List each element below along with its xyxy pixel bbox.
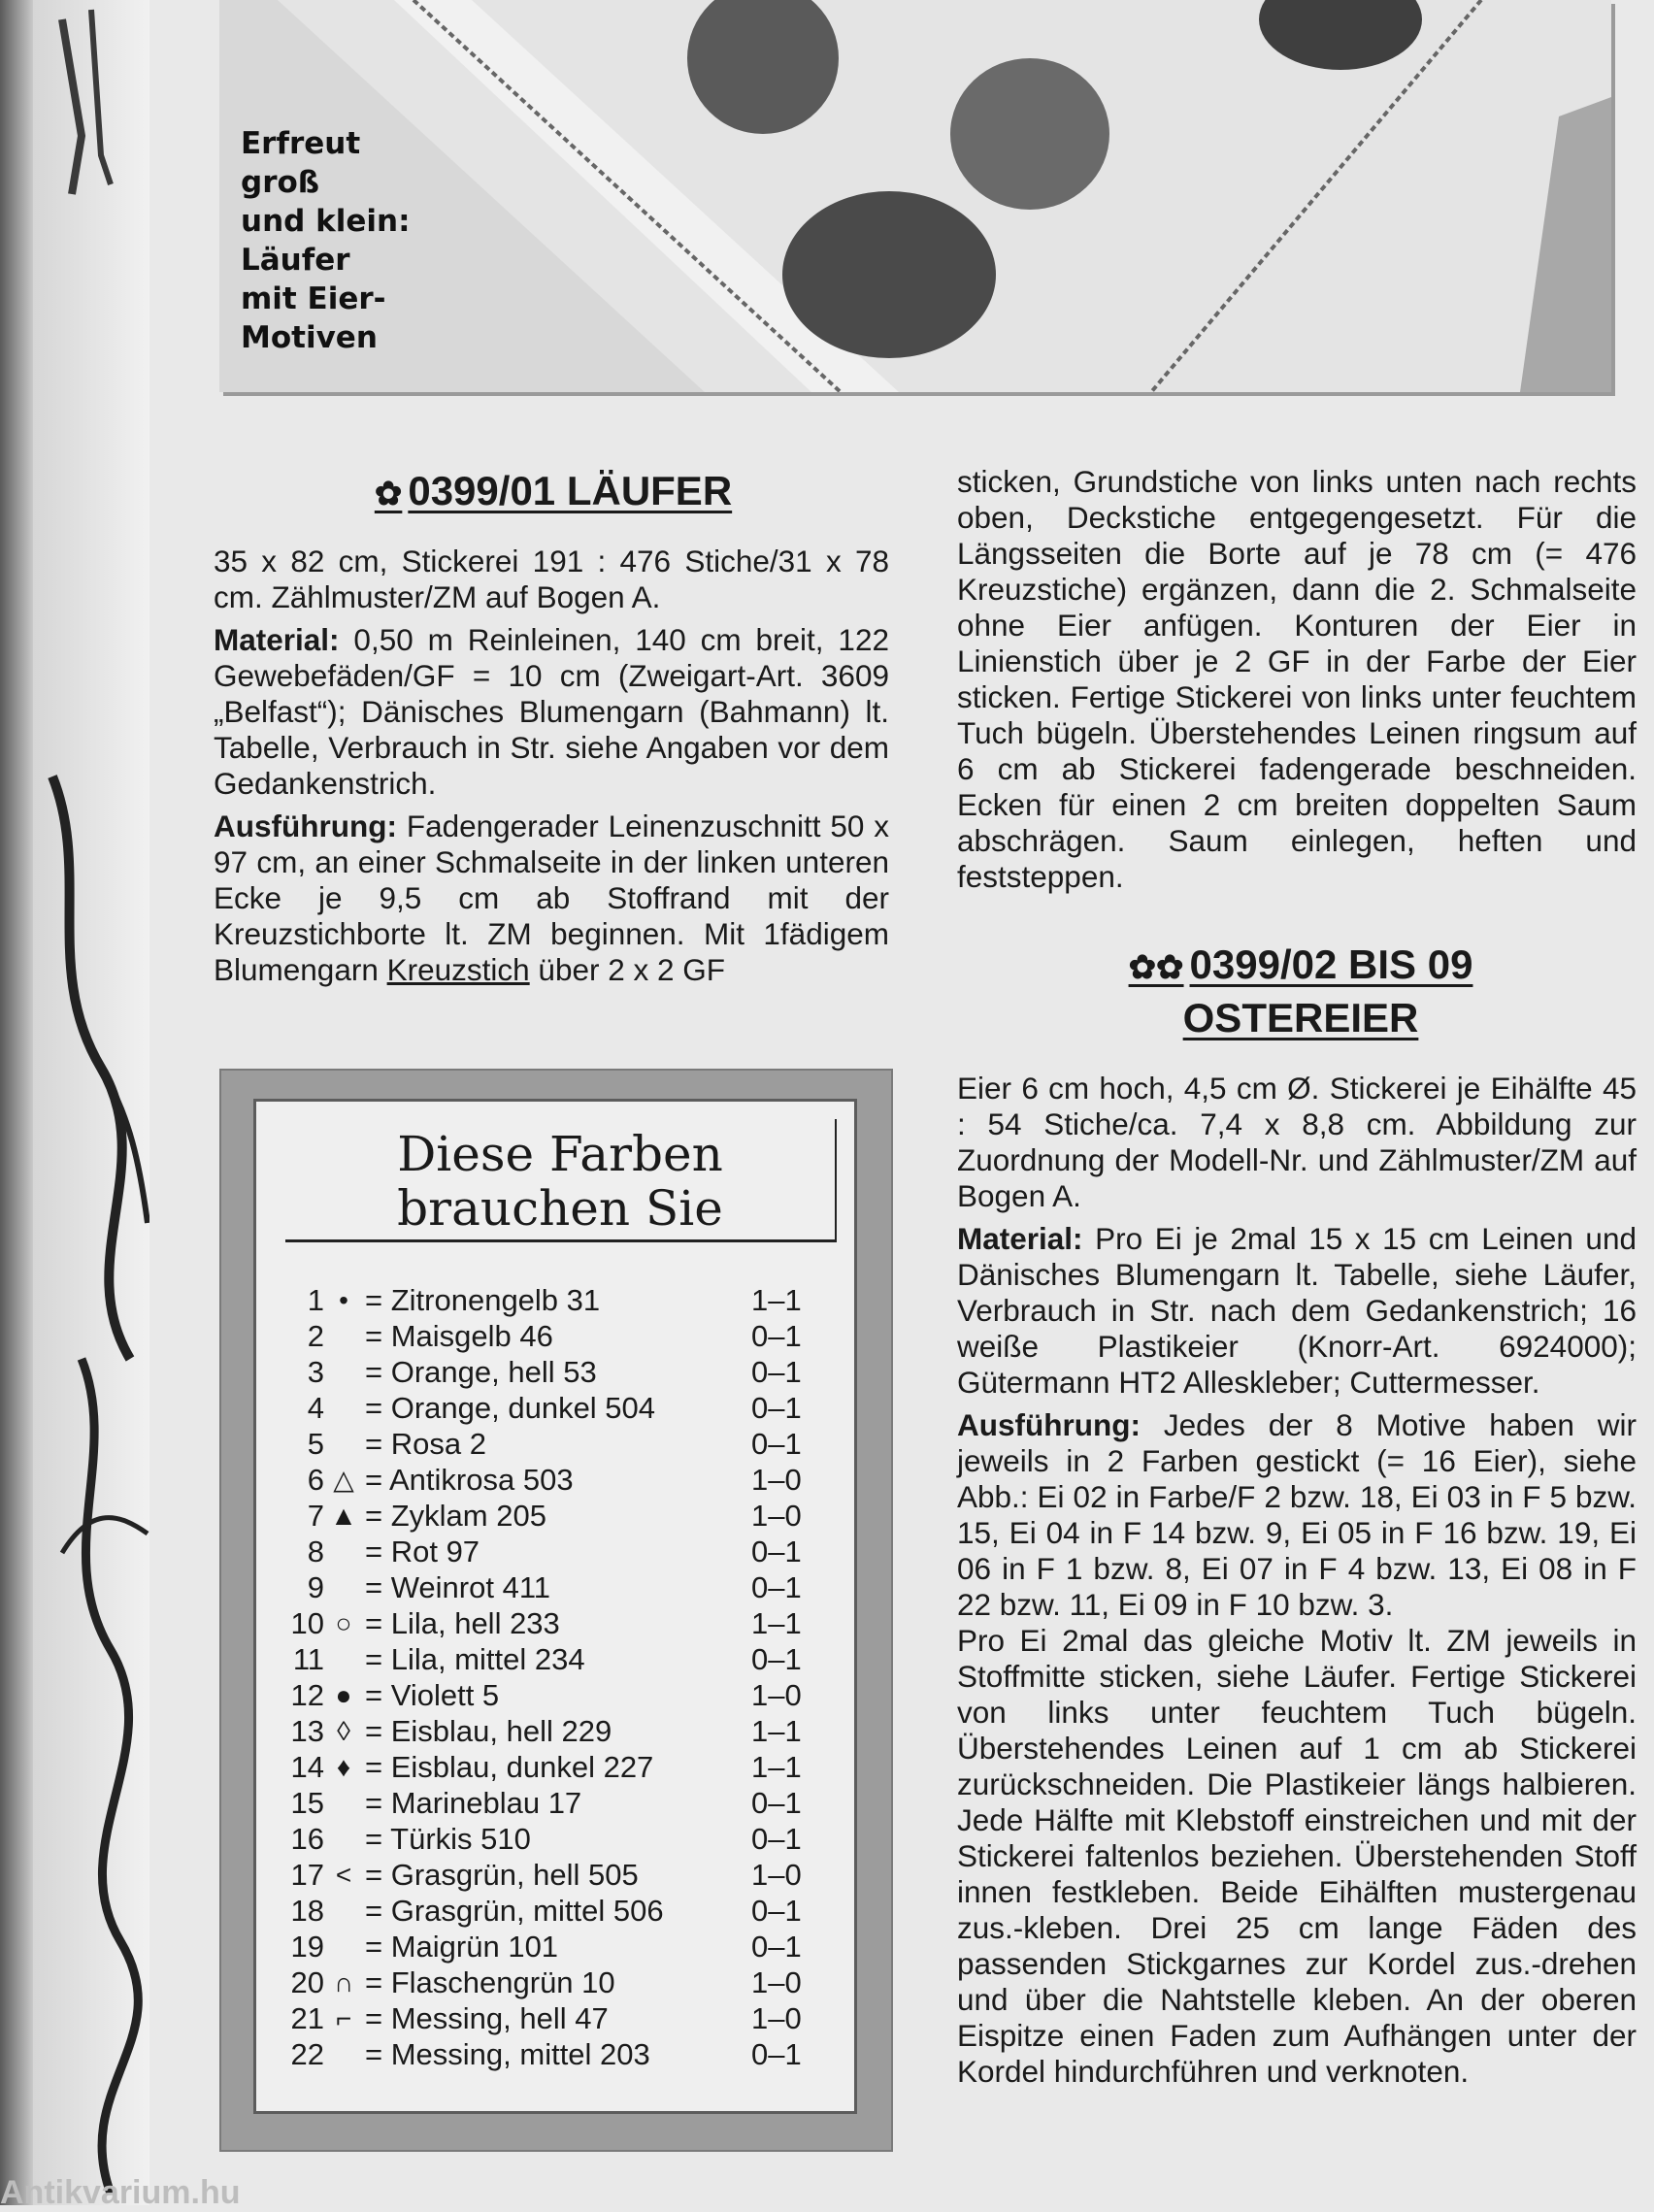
color-name: = Maigrün 101: [365, 1930, 559, 1964]
color-symbol: ▲: [330, 1501, 357, 1531]
color-name: = Lila, mittel 234: [365, 1642, 585, 1676]
color-row: [285, 1569, 829, 1605]
color-count: 1–1: [751, 1283, 802, 1317]
color-list: [285, 1282, 829, 2072]
color-symbol: ♦: [336, 1752, 351, 1782]
photo-caption: [241, 124, 493, 357]
color-count: 0–1: [751, 1535, 802, 1568]
color-row: [285, 1785, 829, 1821]
color-count: 1–0: [751, 2001, 802, 2035]
color-row: [285, 1318, 829, 1354]
material-text: 0,50 m Reinleinen, 140 cm breit, 122 Gewebefäden/GF = 10 cm (Zweigart-Art. 3609 „Belfast“); Dänisches Blumengarn (Bahmann) lt. Tabelle, Verbrauch in Str. siehe Angaben vor dem Gedankenstrich.: [214, 622, 889, 801]
color-row: [285, 1713, 829, 1749]
caption-line: Motiven: [241, 320, 378, 355]
color-name: = Rosa 2: [365, 1427, 486, 1461]
color-number: 17: [290, 1858, 324, 1892]
color-count: 0–1: [751, 1786, 802, 1820]
flower-icon: ✿: [374, 476, 403, 512]
color-number: 13: [290, 1714, 324, 1748]
color-name: = Maisgelb 46: [365, 1319, 553, 1353]
section2-material: [957, 1221, 1637, 1401]
section1-heading: [340, 466, 767, 519]
color-name: = Lila, hell 233: [365, 1606, 560, 1640]
caption-line: und klein:: [241, 204, 411, 239]
color-count: 0–1: [751, 1642, 802, 1676]
flower-icon: ✿✿: [1128, 949, 1184, 986]
color-count: 1–1: [751, 1606, 802, 1640]
section2-heading: [1048, 940, 1553, 1043]
color-number: 22: [290, 2037, 324, 2071]
section2-heading-line1: 0399/02 BIS 09: [1189, 941, 1473, 987]
color-row: [285, 1964, 829, 2000]
section1-intro: 35 x 82 cm, Stickerei 191 : 476 Stiche/31 x 78 cm. Zählmuster/ZM auf Bogen A.: [214, 544, 889, 614]
material-label: Material:: [214, 622, 340, 657]
color-count: 0–1: [751, 1570, 802, 1604]
color-name: = Messing, hell 47: [365, 2001, 609, 2035]
ausfuehrung-text: Fadengerader Leinenzuschnitt 50 x 97 cm, an einer Schmalseite in der linken unteren Ecke je 9,5 cm ab Stoffrand mit der Kreuzstichborte lt. ZM beginnen. Mit 1fädigem Blumengarn: [214, 809, 889, 987]
color-name: = Türkis 510: [365, 1822, 531, 1856]
title-line: Diese Farben: [397, 1126, 723, 1182]
color-count: 0–1: [751, 1427, 802, 1461]
color-name: = Weinrot 411: [365, 1570, 550, 1604]
color-table-box: [256, 1102, 854, 2111]
color-number: 3: [307, 1355, 324, 1389]
section1-heading-text: 0399/01 LÄUFER: [408, 468, 733, 513]
color-name: = Orange, dunkel 504: [365, 1391, 656, 1425]
caption-line: mit Eier-: [241, 281, 386, 316]
color-row: [285, 1857, 829, 1893]
color-symbol: △: [333, 1465, 354, 1495]
color-name: = Eisblau, hell 229: [365, 1714, 612, 1748]
color-table-title-frame: [285, 1119, 837, 1242]
color-row: [285, 1749, 829, 1785]
side-photo-strip: [33, 0, 149, 2205]
color-row: [285, 1426, 829, 1462]
color-row: [285, 1282, 829, 1318]
color-number: 12: [290, 1678, 324, 1712]
section2-column: [957, 1071, 1637, 2096]
color-name: = Grasgrün, hell 505: [365, 1858, 639, 1892]
color-name: = Rot 97: [365, 1535, 480, 1568]
color-number: 20: [290, 1965, 324, 1999]
color-row: [285, 1677, 829, 1713]
color-row: [285, 1390, 829, 1426]
watermark: Antikvarium.hu: [0, 2174, 241, 2211]
ausfuehrung-label: Ausführung:: [214, 809, 397, 843]
color-name: = Violett 5: [365, 1678, 500, 1712]
table-runner-photo: [219, 0, 1611, 392]
color-name: = Antikrosa 503: [365, 1463, 574, 1497]
color-symbol: ∩: [333, 1967, 354, 1997]
color-name: = Zitronengelb 31: [365, 1283, 601, 1317]
color-number: 6: [307, 1463, 324, 1497]
material-text: Pro Ei je 2mal 15 x 15 cm Leinen und Dänisches Blumengarn lt. Tabelle, siehe Läufer, Verbrauch in Str. nach dem Gedankenstrich; 16 weiße Plastikeier (Knorr-Art. 6924000); Gütermann HT2 Alleskleber; Cuttermesser.: [957, 1221, 1637, 1400]
color-symbol: <: [335, 1860, 352, 1890]
color-symbol: ⌐: [335, 2003, 352, 2033]
color-count: 1–0: [751, 1965, 802, 1999]
branch-decoration: [33, 0, 149, 2205]
section1-continued-text: sticken, Grundstiche von links unten nach rechts oben, Deckstiche entgegengesetzt. Für die Längsseiten die Borte auf je 78 cm (= 476 Kreuzstiche) ergänzen, dann die 2. Schmalseite ohne Eier anfügen. Konturen der Eier in Linienstich über je 2 GF in der Farbe der Eier sticken. Fertige Stickerei von links unter feuchtem Tuch bügeln. Überstehendes Leinen ringsum auf 6 cm ab Stickerei fadengerade beschneiden. Ecken für einen 2 cm breiten doppelten Saum abschrägen. Saum einlegen, heften und feststeppen.: [957, 464, 1637, 894]
page-binding-shadow: [0, 0, 33, 2205]
color-number: 1: [307, 1283, 324, 1317]
color-number: 9: [307, 1570, 324, 1604]
color-row: [285, 1605, 829, 1641]
caption-line: Läufer: [241, 243, 350, 278]
color-count: 1–1: [751, 1714, 802, 1748]
kreuzstich-term: Kreuzstich: [386, 952, 530, 987]
color-row: [285, 1929, 829, 1964]
section1-ausfuehrung: [214, 809, 889, 988]
color-symbol: ●: [335, 1680, 352, 1710]
title-line: brauchen Sie: [397, 1180, 723, 1237]
color-row: [285, 1893, 829, 1929]
section1-material: [214, 622, 889, 802]
color-count: 0–1: [751, 1894, 802, 1928]
color-count: 1–0: [751, 1858, 802, 1892]
color-count: 0–1: [751, 1355, 802, 1389]
color-number: 18: [290, 1894, 324, 1928]
color-name: = Grasgrün, mittel 506: [365, 1894, 664, 1928]
color-name: = Eisblau, dunkel 227: [365, 1750, 654, 1784]
color-row: [285, 1821, 829, 1857]
section2-intro: Eier 6 cm hoch, 4,5 cm Ø. Stickerei je Eihälfte 45 : 54 Stiche/ca. 7,4 x 8,8 cm. Abbildung zur Zuordnung der Modell-Nr. und Zählmuster/ZM auf Bogen A.: [957, 1071, 1637, 1213]
color-name: = Zyklam 205: [365, 1499, 546, 1533]
color-row: [285, 1354, 829, 1390]
color-count: 1–0: [751, 1463, 802, 1497]
color-count: 0–1: [751, 2037, 802, 2071]
section1-left-column: [214, 544, 889, 995]
color-number: 4: [307, 1391, 324, 1425]
color-number: 15: [290, 1786, 324, 1820]
color-table-title: [285, 1119, 835, 1236]
section2-final: Pro Ei 2mal das gleiche Motiv lt. ZM jeweils in Stoffmitte sticken, siehe Läufer. Fertige Stickerei von links unter feuchtem Tuch bügeln. Überstehendes Leinen auf 1 cm ab Stickerei zurückschneiden. Die Plastikeier längs halbieren. Jede Hälfte mit Klebstoff einstreichen und mit der Stickerei faltenlos beziehen. Überstehenden Stoff innen festkleben. Beide Eihälften mustergenau zus.-kleben. Drei 25 cm lange Fäden des passenden Stickgarnes zur Kordel zus.-drehen und über die Nahtstelle kleben. An der oberen Eispitze einen Faden zum Aufhängen unter der Kordel hindurchführen und verknoten.: [957, 1623, 1637, 2089]
color-number: 5: [307, 1427, 324, 1461]
ausfuehrung-text: Jedes der 8 Motive haben wir jeweils in 2 Farben gestickt (= 16 Eier), siehe Abb.: Ei 02 in Farbe/F 2 bzw. 18, Ei 03 in F 5 bzw. 15, Ei 04 in F 14 bzw. 9, Ei 05 in F 16 bzw. 19, Ei 06 in F 1 bzw. 8, Ei 07 in F 4 bzw. 13, Ei 08 in F 22 bzw. 11, Ei 09 in F 10 bzw. 3.: [957, 1407, 1637, 1622]
color-name: = Messing, mittel 203: [365, 2037, 650, 2071]
color-number: 11: [292, 1642, 324, 1676]
color-row: [285, 1641, 829, 1677]
caption-line: Erfreut: [241, 126, 361, 161]
color-count: 0–1: [751, 1319, 802, 1353]
color-number: 2: [307, 1319, 324, 1353]
color-symbol: ◊: [337, 1716, 350, 1746]
color-name: = Orange, hell 53: [365, 1355, 597, 1389]
color-row: [285, 1498, 829, 1534]
color-count: 1–0: [751, 1499, 802, 1533]
color-row: [285, 2000, 829, 2036]
color-row: [285, 1534, 829, 1569]
color-number: 16: [290, 1822, 324, 1856]
color-row: [285, 1462, 829, 1498]
color-number: 7: [307, 1499, 324, 1533]
color-name: = Marineblau 17: [365, 1786, 582, 1820]
ausfuehrung-text-end: über 2 x 2 GF: [529, 952, 726, 987]
color-count: 1–0: [751, 1678, 802, 1712]
ausfuehrung-label: Ausführung:: [957, 1407, 1141, 1442]
color-number: 8: [307, 1535, 324, 1568]
color-number: 21: [290, 2001, 324, 2035]
color-count: 1–1: [751, 1750, 802, 1784]
color-name: = Flaschengrün 10: [365, 1965, 615, 1999]
material-label: Material:: [957, 1221, 1083, 1256]
color-count: 0–1: [751, 1930, 802, 1964]
section1-continued-column: [957, 464, 1637, 902]
color-number: 14: [290, 1750, 324, 1784]
color-table-frame: [219, 1069, 893, 2152]
caption-line: groß: [241, 165, 320, 200]
section2-heading-line2: OSTEREIER: [1182, 995, 1419, 1040]
color-row: [285, 2036, 829, 2072]
section2-ausfuehrung: [957, 1407, 1637, 1623]
color-symbol: ○: [335, 1608, 352, 1638]
color-count: 0–1: [751, 1391, 802, 1425]
color-symbol: •: [339, 1285, 348, 1315]
color-number: 19: [290, 1930, 324, 1964]
color-count: 0–1: [751, 1822, 802, 1856]
color-number: 10: [290, 1606, 324, 1640]
